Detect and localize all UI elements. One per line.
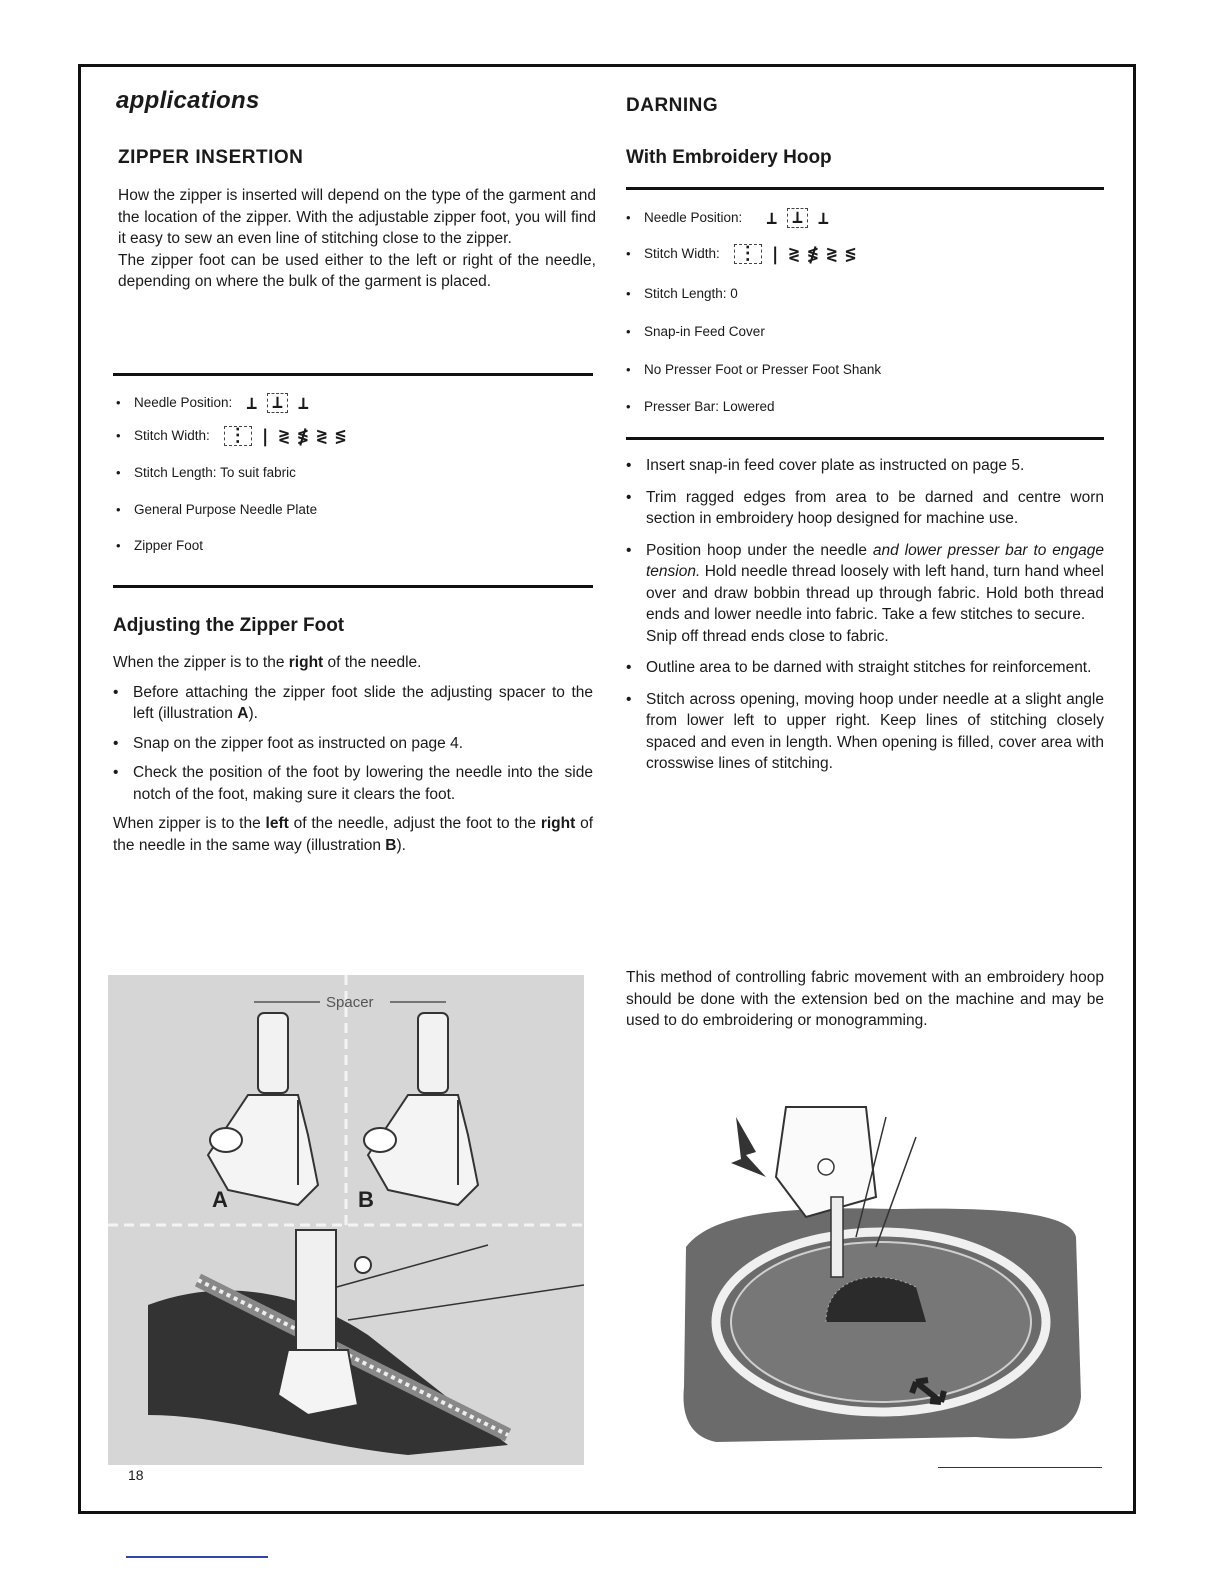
bullet: • [626, 457, 632, 474]
spec-label: General Purpose Needle Plate [134, 502, 318, 517]
label-b: B [358, 1187, 374, 1212]
page-frame [78, 64, 1136, 1514]
adjusting-steps [113, 682, 593, 806]
bullet: • [626, 246, 631, 261]
needle-position-icons [246, 393, 309, 413]
stitch-width-0-icon: ⋮ [224, 426, 252, 446]
list-item [626, 455, 1104, 477]
text: ). [248, 705, 258, 722]
text: of the needle in the same way (illustration [113, 815, 594, 854]
stitch-width-1-icon: | [769, 244, 781, 265]
spec-needle-position [116, 389, 586, 417]
divider [938, 1467, 1102, 1468]
darning-closing: This method of controlling fabric movement with an embroidery hoop should be done with the extension bed on the machine and may be used to do embroidering or monogramming. [626, 969, 1104, 1029]
list-item [626, 487, 1104, 530]
needle-right-icon: ⊥ [818, 208, 829, 229]
text: of the needle, adjust the foot to the [288, 815, 541, 832]
arrow-icon [731, 1117, 766, 1177]
adjusting-lead [113, 652, 593, 674]
spec-label: Stitch Width: [134, 428, 210, 443]
stitch-width-4-icon: ≷ [826, 244, 838, 265]
spec-label: Zipper Foot [134, 538, 204, 553]
needle-center-icon: ⊥ [267, 393, 288, 413]
needle-bar-drawing [831, 1197, 843, 1277]
zipper-intro-para-2: The zipper foot can be used either to the left or right of the needle, depending on where the bulk of the garment is placed. [118, 251, 596, 290]
bullet: • [626, 362, 631, 377]
text: Before attaching the zipper foot slide the adjusting spacer to the left (illustration [133, 683, 593, 722]
page-number: 18 [128, 1467, 144, 1483]
text: Hold needle thread loosely with left hand, turn hand wheel over and draw bobbin thread up through fabric. Hold both thread ends and lower needle into fabric. Take a few stitches to secure. [646, 563, 1104, 623]
stitch-width-1-icon: | [259, 426, 271, 447]
list-item [113, 682, 593, 725]
list-item [113, 762, 593, 805]
step-text: Trim ragged edges from area to be darned and centre worn section in embroidery hoop designed for machine use. [646, 488, 1104, 527]
needle-center-icon: ⊥ [787, 208, 808, 228]
darning-specs [626, 203, 1104, 425]
bullet: • [626, 399, 631, 414]
spacer-label: Spacer [326, 994, 374, 1011]
machine-knob-icon [818, 1159, 834, 1175]
stitch-width-4-icon: ≷ [316, 426, 328, 447]
adjusting-body [113, 652, 593, 856]
bullet: • [116, 428, 121, 443]
adjusting-tail [113, 813, 593, 856]
label-a: A [212, 1187, 228, 1212]
bullet: • [626, 210, 631, 225]
divider [626, 187, 1104, 190]
stitch-width-3-icon: ≸ [807, 244, 819, 265]
spec-label: No Presser Foot or Presser Foot Shank [644, 362, 882, 377]
spec-presser-bar [626, 389, 1104, 425]
text-bold: right [540, 815, 576, 832]
darning-subheading: With Embroidery Hoop [626, 147, 832, 168]
embroidery-hoop-illustration [676, 1097, 1086, 1447]
divider [126, 1556, 268, 1558]
bullet: • [116, 502, 121, 517]
zipper-intro-para-1: How the zipper is inserted will depend on the type of the garment and the location of the zipper. With the adjustable zipper foot, you will find it easy to sew an even line of stitching close to the zipper. [118, 187, 596, 247]
stitch-width-2-icon: ≷ [788, 244, 800, 265]
needle-position-icons [766, 208, 829, 228]
spec-label: Needle Position: [644, 210, 743, 225]
step-text: Insert snap-in feed cover plate as instructed on page 5. [646, 457, 1025, 474]
stitch-width-3-icon: ≸ [297, 426, 309, 447]
step-text: Check the position of the foot by lowering the needle into the side notch of the foot, making sure it clears the foot. [133, 764, 593, 803]
zipper-insertion-heading: ZIPPER INSERTION [118, 147, 304, 168]
bullet: • [113, 764, 119, 781]
step-text: Outline area to be darned with straight stitches for reinforcement. [646, 659, 1092, 676]
divider [113, 373, 593, 376]
zipper-specs [116, 389, 586, 563]
list-item [626, 689, 1104, 775]
bullet: • [626, 324, 631, 339]
list-item [113, 733, 593, 755]
text: When the zipper is to the [113, 654, 289, 671]
stitch-width-0-icon: ⋮ [734, 244, 762, 264]
darning-heading: DARNING [626, 95, 719, 116]
text: of the needle. [323, 654, 422, 671]
text-italic: and lower presser bar to engage tension. [646, 541, 1104, 580]
step-text [133, 682, 593, 725]
bullet: • [113, 683, 119, 701]
spec-stitch-length [116, 455, 586, 491]
step-text [646, 540, 1104, 648]
bullet: • [113, 734, 119, 752]
spec-feed-cover [626, 313, 1104, 351]
list-item [626, 540, 1104, 648]
spec-label: Presser Bar: Lowered [644, 399, 775, 414]
text: ). [396, 836, 406, 854]
text: Position hoop under the needle [646, 541, 873, 559]
stitch-width-icons [224, 426, 346, 446]
bullet: • [116, 538, 121, 553]
text: When zipper is to the [113, 815, 266, 832]
spec-stitch-width [116, 417, 586, 455]
step-text: Snap on the zipper foot as instructed on page 4. [133, 734, 464, 752]
spec-stitch-length [626, 275, 1104, 313]
bullet: • [116, 395, 121, 410]
spec-needle-position [626, 203, 1104, 233]
spec-label: Stitch Length: 0 [644, 286, 738, 301]
divider [626, 437, 1104, 440]
bullet: • [626, 488, 632, 506]
bullet: • [626, 286, 631, 301]
bullet: • [626, 659, 632, 676]
adjusting-heading: Adjusting the Zipper Foot [113, 615, 345, 636]
text-bold: right [288, 654, 324, 671]
spec-label: Snap-in Feed Cover [644, 324, 765, 339]
darning-steps [626, 455, 1104, 785]
spec-stitch-width [626, 233, 1104, 275]
bullet: • [626, 690, 632, 708]
section-title: applications [116, 87, 260, 114]
spec-label: Needle Position: [134, 395, 233, 410]
text: Snip off thread ends close to fabric. [646, 627, 889, 645]
step-text: Stitch across opening, moving hoop under needle at a slight angle from lower left to upper right. Keep lines of stitching closely spaced and even in length. When opening is filled, cover area with crosswise lines of stitching. [646, 690, 1104, 772]
spec-label: Stitch Width: [644, 246, 720, 261]
needle-left-icon: ⊥ [246, 393, 258, 414]
needle-left-icon: ⊥ [766, 208, 778, 229]
stitch-width-5-icon: ≶ [845, 244, 856, 265]
text-bold: A [237, 705, 249, 722]
text-bold: left [265, 815, 289, 832]
divider [113, 585, 593, 588]
spec-presser-foot [626, 351, 1104, 389]
spec-label: Stitch Length: To suit fabric [134, 465, 296, 480]
bullet: • [116, 465, 121, 480]
bullet: • [626, 541, 632, 559]
spec-needle-plate [116, 491, 586, 529]
stitch-width-icons [734, 244, 856, 264]
stitch-width-2-icon: ≷ [278, 426, 290, 447]
text-bold: B [385, 836, 397, 854]
zipper-intro [118, 185, 596, 293]
spec-foot [116, 529, 586, 563]
zipper-foot-illustration [108, 975, 584, 1465]
needle-right-icon: ⊥ [298, 393, 309, 414]
stitch-width-5-icon: ≶ [335, 426, 346, 447]
list-item [626, 657, 1104, 679]
